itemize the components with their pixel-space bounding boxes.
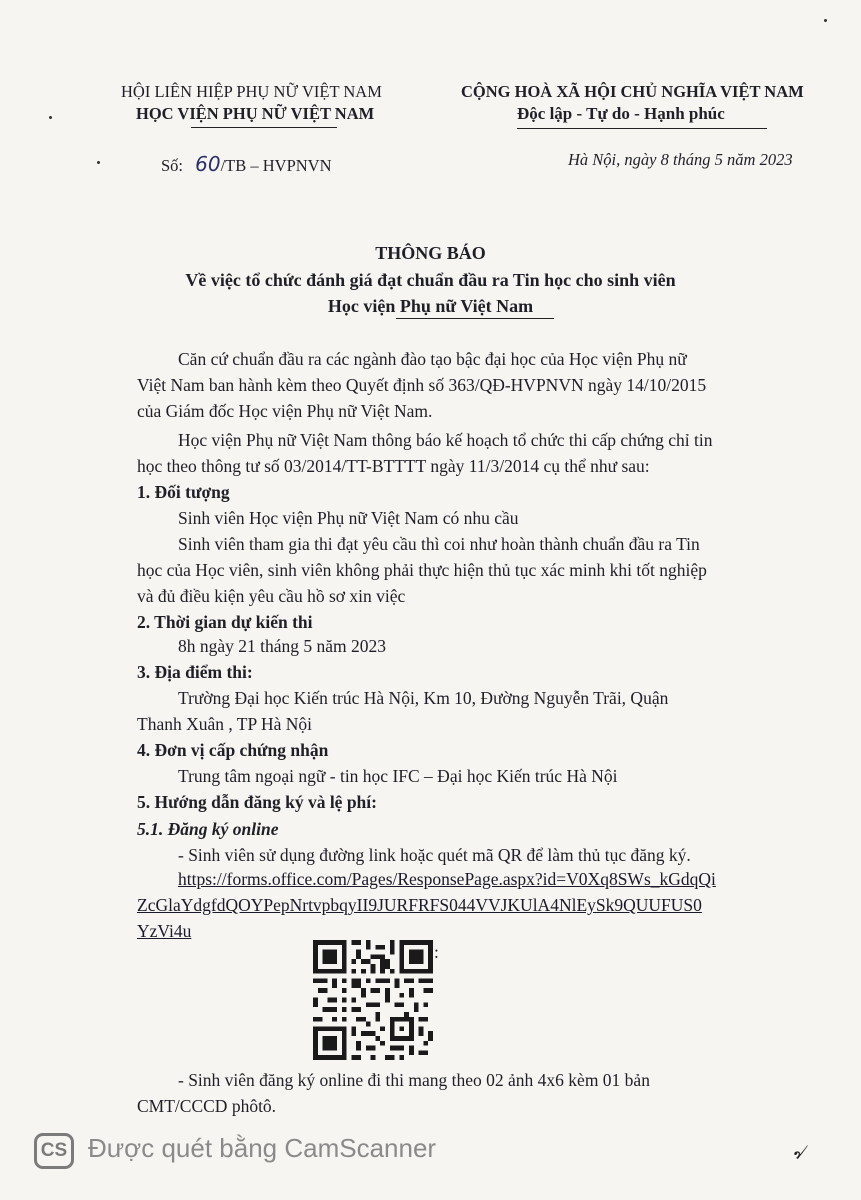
number-handwritten: 60 [195,152,221,176]
body-line: - Sinh viên đăng ký online đi thi mang theo 02 ảnh 4x6 kèm 01 bản [178,1070,650,1090]
camscanner-logo-icon: CS [34,1133,74,1169]
registration-link-line2[interactable]: ZcGlaYdgfdQOYPepNrtvpbqyII9JURFRFS044VVJKUlA4NlEySk9QUUFUS0 [137,895,702,915]
body-line: Sinh viên Học viện Phụ nữ Việt Nam có nhu cầu [178,508,519,528]
body-line: học theo thông tư số 03/2014/TT-BTTTT ngày 11/3/2014 cụ thể như sau: [137,456,650,476]
scan-dot [97,161,100,164]
body-line: Căn cứ chuẩn đầu ra các ngành đào tạo bậc đại học của Học viện Phụ nữ [178,349,687,369]
body-line: Việt Nam ban hành kèm theo Quyết định số 363/QĐ-HVPNVN ngày 14/10/2015 [137,375,707,395]
header-motto: Độc lập - Tự do - Hạnh phúc [517,104,725,123]
registration-link-line3[interactable]: YzVi4u [137,921,192,941]
scan-dot [49,116,52,119]
header-org: HỘI LIÊN HIỆP PHỤ NỮ VIỆT NAM [121,82,382,101]
doc-title: THÔNG BÁO [375,243,486,263]
body-line: - Sinh viên sử dụng đường link hoặc quét mã QR để làm thủ tục đăng ký. [178,845,691,865]
subsection-heading: 5.1. Đăng ký online [137,819,279,839]
doc-subtitle-line1: Về việc tổ chức đánh giá đạt chuẩn đầu ra Tin học cho sinh viên [185,270,676,290]
document-date: Hà Nội, ngày 8 tháng 5 năm 2023 [568,150,793,169]
scan-dot [824,19,827,22]
section-heading: 1. Đối tượng [137,482,230,502]
header-motto-underline [517,128,767,129]
header-unit: HỌC VIỆN PHỤ NỮ VIỆT NAM [136,104,375,123]
camscanner-watermark: Được quét bằng CamScanner [88,1133,437,1163]
body-line: của Giám đốc Học viện Phụ nữ Việt Nam. [137,401,433,421]
section-heading: 4. Đơn vị cấp chứng nhận [137,740,329,760]
body-line: Trung tâm ngoại ngữ - tin học IFC – Đại học Kiến trúc Hà Nội [178,766,618,786]
page-initial-mark: ৵ [792,1139,806,1164]
body-line: học của Học viên, sinh viên không phải thực hiện thủ tục xác minh khi tốt nghiệp [137,560,707,580]
body-line: CMT/CCCD phôtô. [137,1096,277,1116]
doc-subtitle-line2: Học viện Phụ nữ Việt Nam [327,296,534,316]
body-line: Thanh Xuân , TP Hà Nội [137,714,312,734]
section-heading: 3. Địa điểm thi: [137,662,253,682]
document-number [161,152,332,176]
body-line: và đủ điều kiện yêu cầu hồ sơ xin việc [137,586,406,606]
body-line: Trường Đại học Kiến trúc Hà Nội, Km 10, Đường Nguyễn Trãi, Quận [178,688,669,708]
registration-link-line1[interactable]: https://forms.office.com/Pages/ResponsePage.aspx?id=V0Xq8SWs_kGdqQi [178,869,716,889]
body-line: Học viện Phụ nữ Việt Nam thông báo kế hoạch tổ chức thi cấp chứng chỉ tin [178,430,713,450]
header-unit-underline [191,127,337,128]
title-underline [396,318,554,319]
number-prefix: Số: [161,156,184,175]
section-heading: 2. Thời gian dự kiến thi [137,612,313,632]
qr-code[interactable] [313,940,433,1060]
body-line: Sinh viên tham gia thi đạt yêu cầu thì coi như hoàn thành chuẩn đầu ra Tin [178,534,700,554]
body-line: 8h ngày 21 tháng 5 năm 2023 [178,636,387,656]
header-country: CỘNG HOÀ XÃ HỘI CHỦ NGHĨA VIỆT NAM [461,82,804,101]
number-suffix: /TB – HVPNVN [220,156,332,175]
section-heading: 5. Hướng dẫn đăng ký và lệ phí: [137,792,377,812]
qr-colon: : [434,942,439,962]
